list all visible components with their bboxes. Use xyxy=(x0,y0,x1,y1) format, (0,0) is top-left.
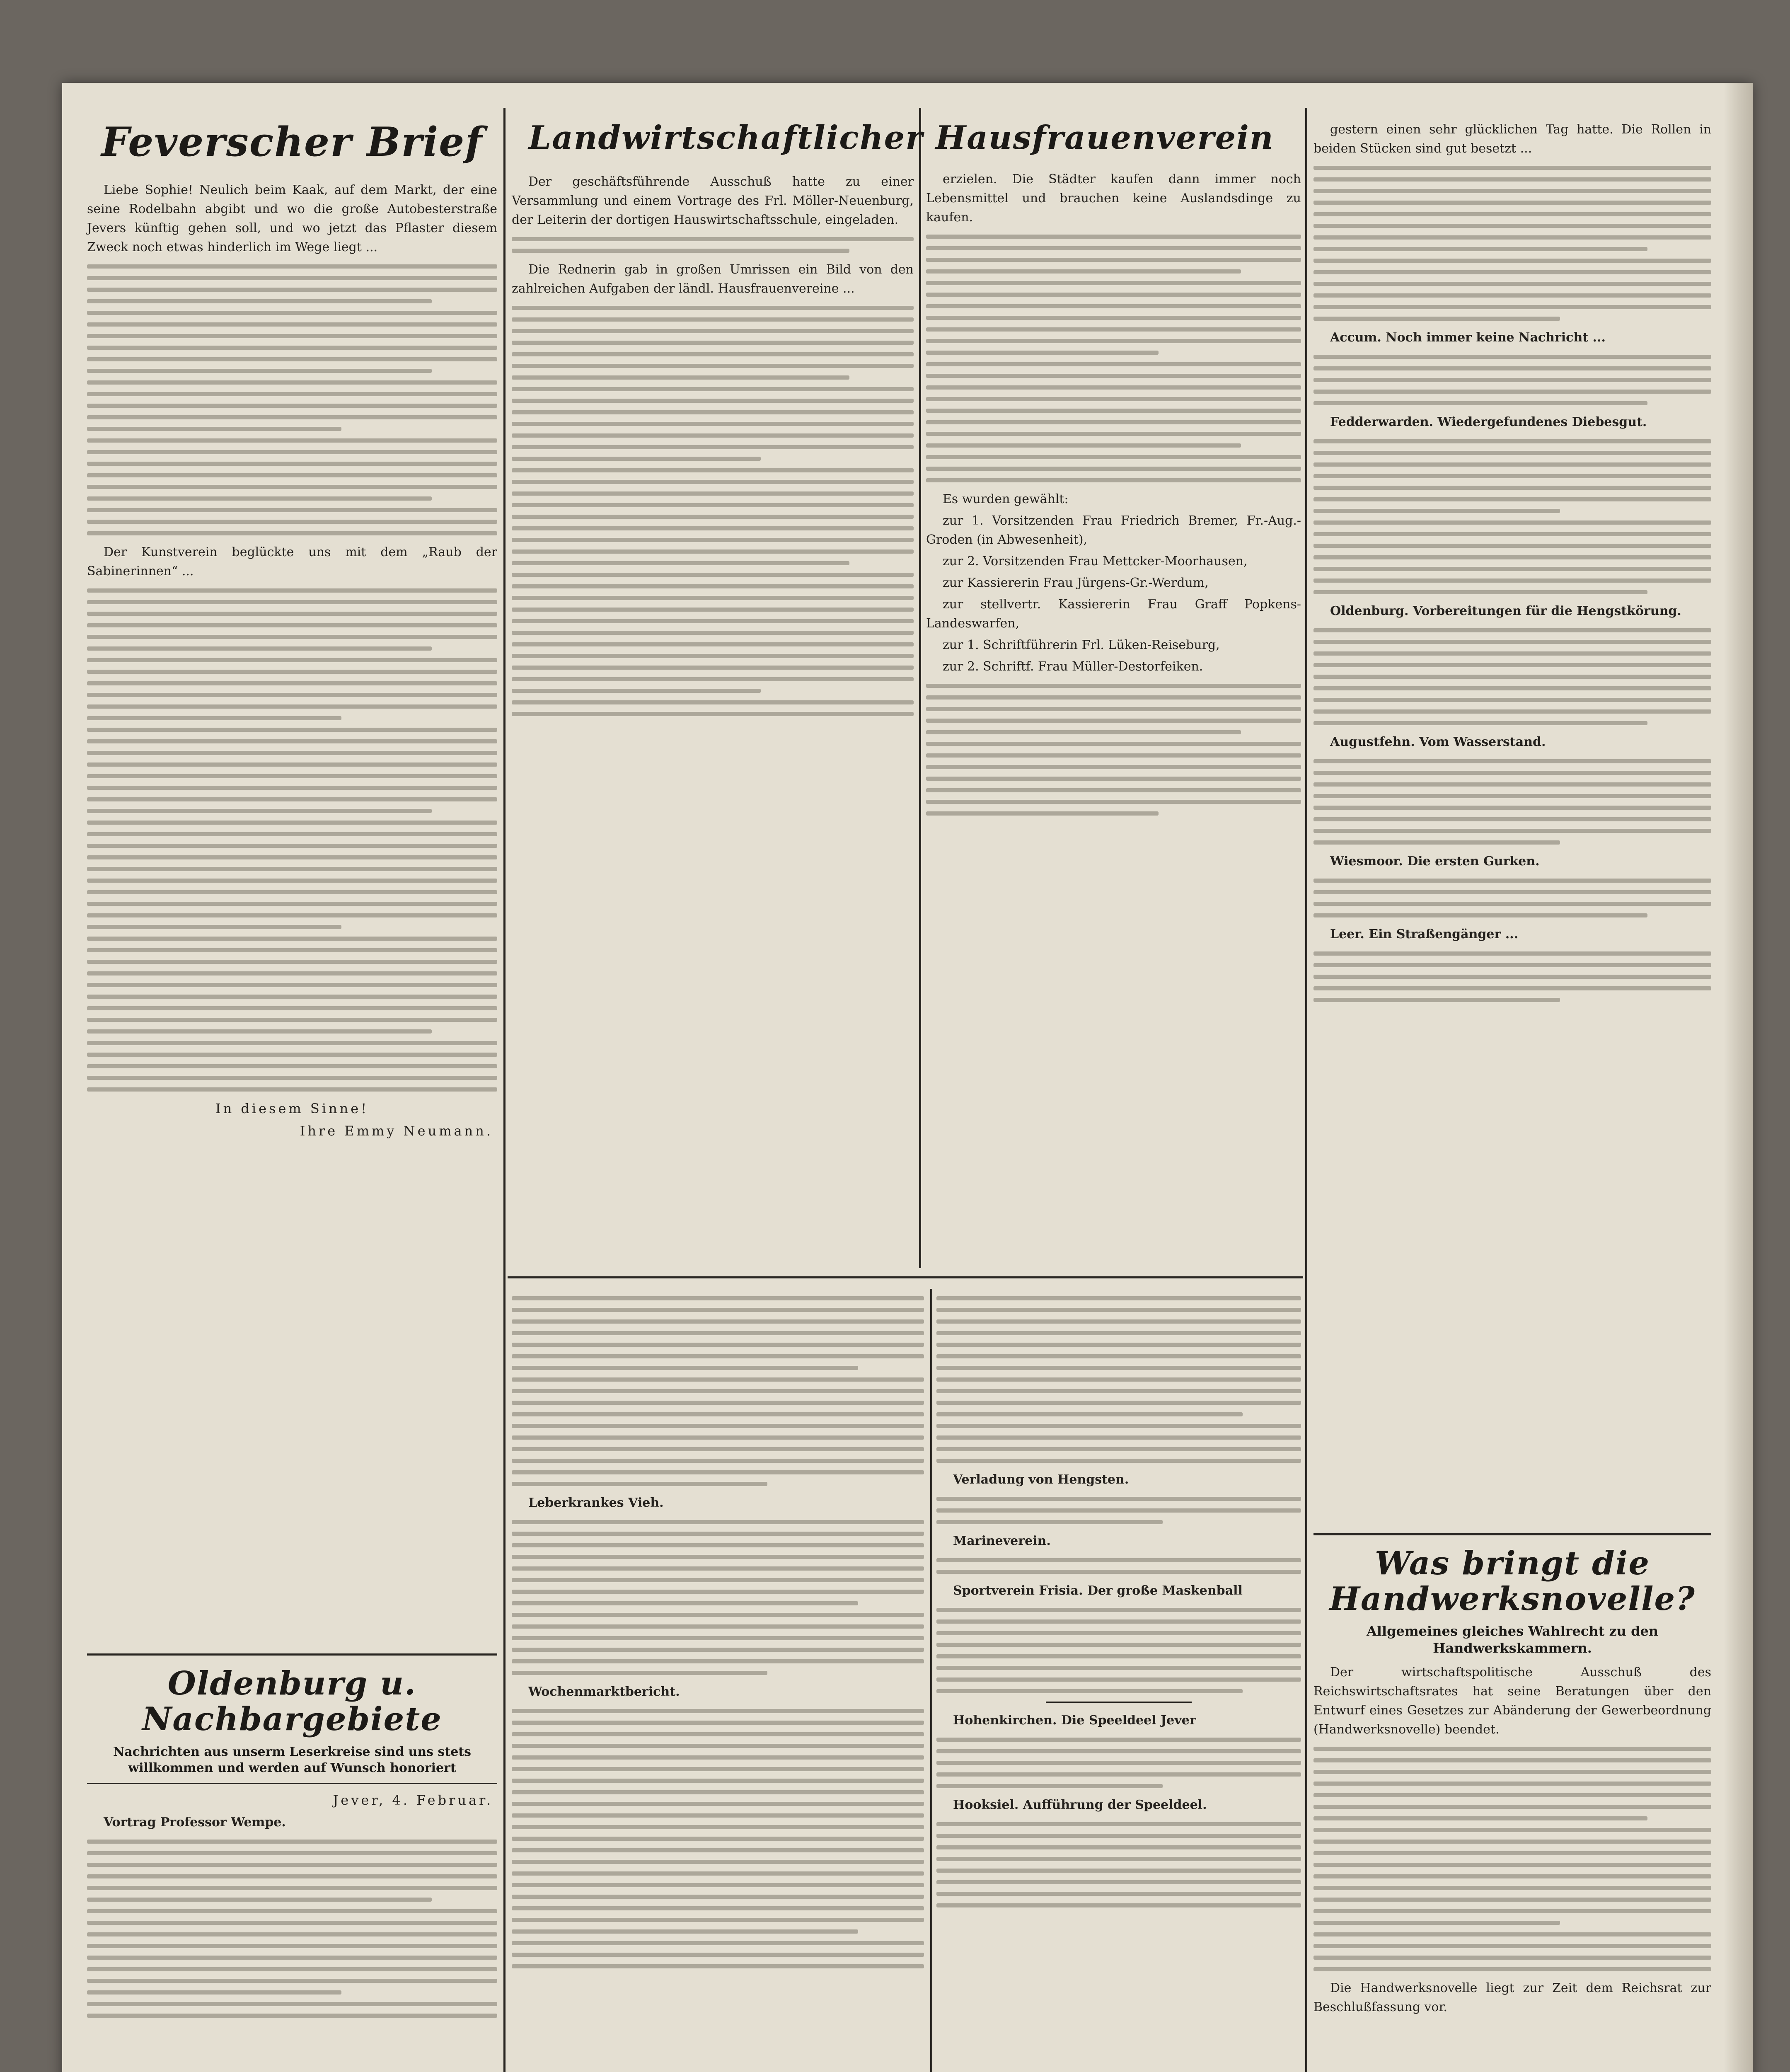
col3-intro: erzielen. Die Städter kaufen dann immer noch Lebensmittel und brauchen keine Auslandsdinge zu kaufen. xyxy=(926,172,1301,225)
item-augustfehn: Augustfehn. Vom Wasserstand. xyxy=(1330,735,1546,749)
item-fedderwarden: Fedderwarden. Wiedergefundenes Diebesgut. xyxy=(1330,415,1647,429)
oldenburg-dateline: Jever, 4. Februar. xyxy=(333,1792,493,1808)
lower-middle-left xyxy=(512,1289,924,2072)
item-accum: Accum. Noch immer keine Nachricht ... xyxy=(1330,330,1606,345)
col3-body-1 xyxy=(926,235,1301,482)
column-4 xyxy=(1313,120,1711,1529)
item-hohenkirchen-body xyxy=(936,1738,1301,1788)
column-feverscher-brief xyxy=(87,120,497,1653)
item-leberkrank-body xyxy=(512,1520,924,1675)
handwerksnovelle-intro: Der wirtschaftspolitische Ausschuß des Reichswirtschaftsrates hat seine Beratungen über den Entwurf eines Gesetzes zur Abänderung der Gewerbeordnung (Handwerksnovelle) beendet. xyxy=(1313,1665,1711,1737)
item-wiesmoor-body xyxy=(1313,879,1711,917)
oldenburg-section-subtitle: Nachrichten aus unserm Leserkreise sind uns stets willkommen und werden auf Wunsch honoriert xyxy=(113,1744,472,1775)
item-fedderwarden-body xyxy=(1313,439,1711,513)
col4-body-1 xyxy=(1313,166,1711,321)
item-sportverein: Sportverein Frisia. Der große Maskenball xyxy=(953,1583,1243,1598)
lower-middle-left-body xyxy=(512,1296,924,1486)
item-oldenburg-hengst: Oldenburg. Vorbereitungen für die Hengstkörung. xyxy=(1330,604,1681,618)
newspaper-page xyxy=(62,83,1753,2072)
column-rule-2b xyxy=(930,1289,932,2072)
hausfrauenverein-body-1 xyxy=(512,237,914,253)
col4-body-2 xyxy=(1313,520,1711,594)
rule-above-oldenburg xyxy=(87,1653,497,1656)
item-wochenmarkt-body xyxy=(512,1709,924,1968)
column-hausfrauenverein-cont xyxy=(926,170,1301,1272)
col3-list-item: zur 2. Vorsitzenden Frau Mettcker-Moorhausen, xyxy=(943,554,1248,569)
hausfrauenverein-title: Landwirtschaftlicher Hausfrauenverein xyxy=(528,119,1274,157)
col4-intro: gestern einen sehr glücklichen Tag hatte. Die Rollen in beiden Stücken sind gut besetzt ... xyxy=(1313,122,1711,156)
item-hohenkirchen: Hohenkirchen. Die Speeldeel Jever xyxy=(953,1713,1196,1728)
feverscher-brief-intro: Liebe Sophie! Neulich beim Kaak, auf dem Markt, der eine seine Rodelbahn abgibt und wo die große Autobesterstraße Jevers künftig gehen soll, und wo jetzt das Pflaster diesem Zweck noch etwas hinderlich im Wege liegt ... xyxy=(87,182,497,254)
item-wochenmarkt: Wochenmarktbericht. xyxy=(528,1685,680,1699)
item-wiesmoor: Wiesmoor. Die ersten Gurken. xyxy=(1330,854,1540,869)
item-accum-body xyxy=(1313,355,1711,405)
col3-list-item: zur 2. Schriftf. Frau Müller-Destorfeiken. xyxy=(943,659,1203,674)
col3-list-title: Es wurden gewählt: xyxy=(943,492,1069,506)
short-divider xyxy=(1046,1702,1192,1703)
hausfrauenverein-para2: Die Rednerin gab in großen Umrissen ein Bild von den zahlreichen Aufgaben der ländl. Hausfrauenvereine ... xyxy=(512,262,914,296)
oldenburg-section-title: Oldenburg u. Nachbargebiete xyxy=(142,1665,442,1738)
item-leer: Leer. Ein Straßengänger ... xyxy=(1330,927,1519,942)
section-oldenburg xyxy=(87,1666,497,2072)
item-vortrag-wempe: Vortrag Professor Wempe. xyxy=(104,1815,286,1830)
lower-middle-right xyxy=(936,1289,1301,2072)
feverscher-brief-para2: Der Kunstverein beglückte uns mit dem „Raub der Sabinerinnen“ ... xyxy=(87,545,497,579)
feverscher-brief-body xyxy=(87,264,497,535)
item-hooksiel: Hooksiel. Aufführung der Speeldeel. xyxy=(953,1798,1207,1812)
item-oldenburg-body xyxy=(1313,628,1711,725)
handwerksnovelle-end: Die Handwerksnovelle liegt zur Zeit dem Reichsrat zur Beschlußfassung vor. xyxy=(1313,1980,1711,2014)
lower-middle-right-body-1 xyxy=(936,1296,1301,1463)
item-marineverein-body xyxy=(936,1558,1301,1574)
col3-list-item: zur stellvertr. Kassiererin Frau Graff Popkens-Landeswarfen, xyxy=(926,597,1301,631)
column-rule-3 xyxy=(1305,108,1307,2072)
item-leberkrank: Leberkrankes Vieh. xyxy=(528,1496,664,1510)
item-augustfehn-body xyxy=(1313,759,1711,845)
handwerksnovelle-title: Was bringt die Handwerksnovelle? xyxy=(1329,1544,1696,1618)
handwerksnovelle-body xyxy=(1313,1747,1711,1971)
item-sportverein-body xyxy=(936,1608,1301,1693)
rule-above-handwerksnovelle xyxy=(1313,1533,1711,1535)
item-verladung: Verladung von Hengsten. xyxy=(953,1472,1129,1487)
item-verladung-body xyxy=(936,1497,1301,1524)
feverscher-brief-body-2 xyxy=(87,588,497,1092)
feverscher-brief-signoff-2: Ihre Emmy Neumann. xyxy=(300,1123,493,1139)
feverscher-brief-signoff-1: In diesem Sinne! xyxy=(215,1100,369,1116)
col3-list-item: zur 1. Schriftführerin Frl. Lüken-Reiseburg, xyxy=(943,638,1220,652)
item-hooksiel-body xyxy=(936,1822,1301,1907)
item-leer-body xyxy=(1313,951,1711,1002)
page-edge xyxy=(1724,83,1753,2072)
item-marineverein: Marineverein. xyxy=(953,1534,1051,1548)
handwerksnovelle-subtitle: Allgemeines gleiches Wahlrecht zu den Handwerkskammern. xyxy=(1366,1623,1659,1656)
col3-list-item: zur 1. Vorsitzenden Frau Friedrich Bremer, Fr.-Aug.-Groden (in Abwesenheit), xyxy=(926,513,1301,547)
item-vortrag-body xyxy=(87,1840,497,2018)
hausfrauenverein-body-2 xyxy=(512,306,914,716)
hausfrauenverein-intro: Der geschäftsführende Ausschuß hatte zu einer Versammlung und einem Vortrage des Frl. Möller-Neuenburg, der Leiterin der dortigen Hauswirtschaftsschule, eingeladen. xyxy=(512,174,914,227)
article-handwerksnovelle xyxy=(1313,1546,1711,2072)
column-rule-2 xyxy=(919,108,921,1268)
col3-list-item: zur Kassiererin Frau Jürgens-Gr.-Werdum, xyxy=(943,576,1209,590)
oldenburg-divider xyxy=(87,1783,497,1784)
column-rule-1 xyxy=(503,108,506,2072)
horizontal-rule-middle xyxy=(508,1276,1303,1278)
col3-body-2 xyxy=(926,684,1301,816)
feverscher-brief-title: Feverscher Brief xyxy=(101,119,483,165)
